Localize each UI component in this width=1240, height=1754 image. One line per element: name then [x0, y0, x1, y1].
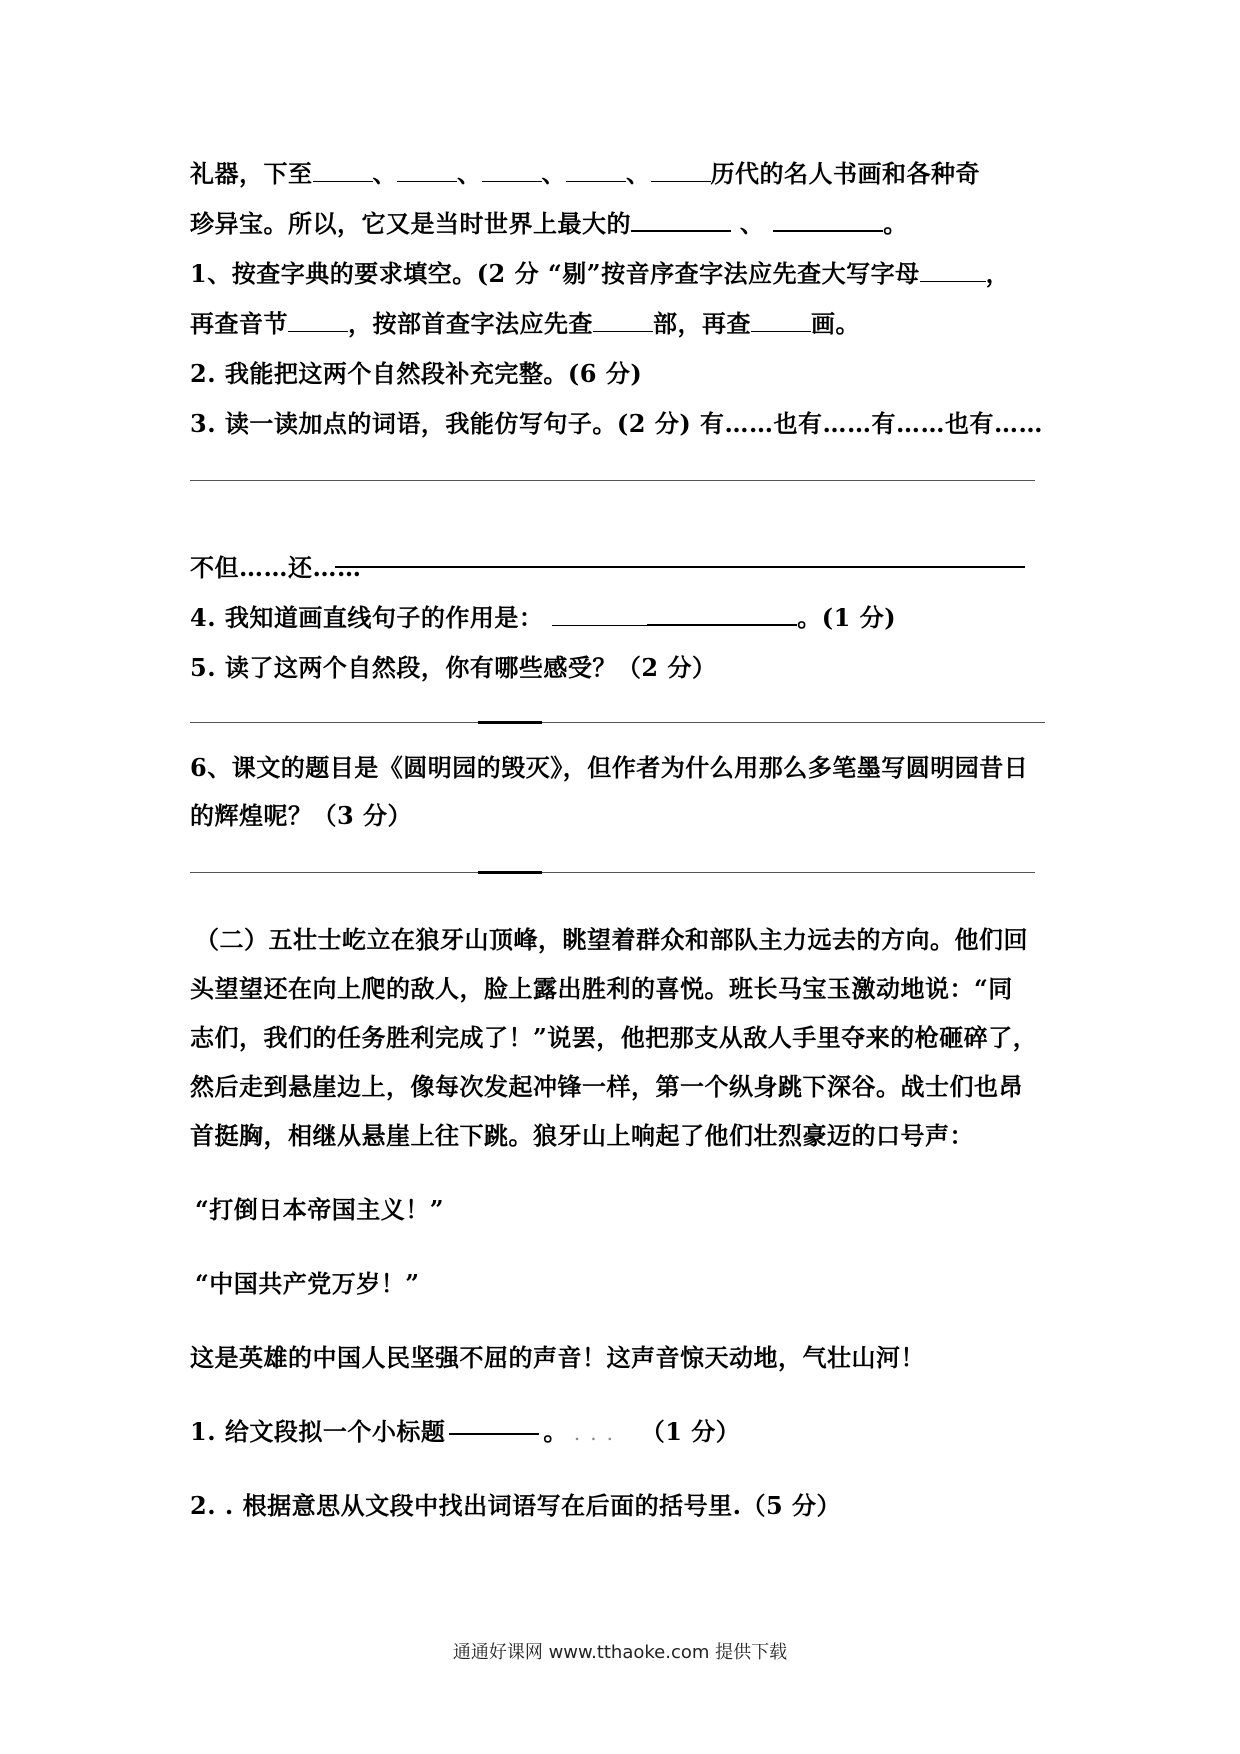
dots-decoration: ... — [573, 1421, 623, 1445]
q1-text: 画。 — [811, 309, 860, 338]
blank[interactable] — [751, 311, 811, 332]
sq1-score: （1 分） — [640, 1417, 741, 1446]
answer-line[interactable] — [190, 480, 1035, 481]
question-3-line2 — [190, 552, 362, 584]
blank[interactable] — [631, 210, 731, 232]
line1-end-text: 历代的名人书画和各种奇 — [710, 159, 980, 188]
passage2-line: （二）五壮士屹立在狼牙山顶峰，眺望着群众和部队主力远去的方向。他们回 — [195, 925, 1028, 954]
blank[interactable] — [552, 605, 647, 626]
passage1-line1 — [190, 158, 980, 190]
blank[interactable] — [593, 311, 653, 332]
title-blank[interactable] — [449, 1433, 539, 1435]
q1-text: ，按部首查字法应先查 — [348, 309, 593, 338]
passage2-line: 首挺胸，相继从悬崖上往下跳。狼牙山上响起了他们壮烈豪迈的口号声： — [190, 1121, 974, 1150]
passage2-closing: 这是英雄的中国人民坚强不屈的声音！这声音惊天动地，气壮山河！ — [190, 1343, 925, 1372]
blank[interactable] — [651, 161, 711, 182]
blank[interactable] — [773, 210, 883, 232]
question-5: 5. 读了这两个自然段，你有哪些感受？（2 分） — [190, 653, 717, 682]
line2-start-text: 珍异宝。所以，它又是当时世界上最大的 — [190, 209, 631, 238]
q1-end: ， — [985, 259, 1011, 288]
q1-text: 再查音节 — [190, 309, 288, 338]
passage1-line2 — [190, 208, 908, 240]
line1-start-text: 礼器，下至 — [190, 159, 313, 188]
separator: 、 — [626, 159, 651, 188]
question-6-line2: 的辉煌呢？（3 分） — [190, 801, 413, 830]
separator: 、 — [739, 209, 765, 238]
separator: 、 — [372, 159, 397, 188]
footer-credit: 通通好课网 www.tthaoke.com 提供下载 — [452, 1642, 788, 1663]
answer-line[interactable] — [190, 722, 1045, 723]
q1-text: 部，再查 — [653, 309, 751, 338]
blank[interactable] — [397, 161, 457, 182]
separator: 、 — [457, 159, 482, 188]
passage2-line: 志们，我们的任务胜利完成了！”说罢，他把那支从敌人手里夺来的枪砸碎了， — [190, 1023, 1038, 1052]
q4-text: 4. 我知道画直线句子的作用是： — [190, 603, 544, 632]
slogan-1: “打倒日本帝国主义！” — [195, 1195, 445, 1224]
q3-prompt: 不但……还…… — [190, 553, 362, 582]
sq1-text: 1. 给文段拟一个小标题 — [190, 1417, 446, 1446]
blank[interactable] — [920, 261, 986, 282]
slogan-2: “中国共产党万岁！” — [195, 1269, 420, 1298]
blank[interactable] — [482, 161, 542, 182]
line2-end-text: 。 — [883, 209, 908, 238]
question-1-line2 — [190, 308, 860, 340]
q4-end: 。(1 分) — [797, 603, 897, 632]
sub-question-1 — [190, 1416, 740, 1449]
question-1-line1 — [190, 258, 1010, 290]
separator: 、 — [541, 159, 566, 188]
blank[interactable] — [647, 604, 797, 626]
q1-text: 1、按查字典的要求填空。(2 分 “剔”按音序查字法应先查大写字母 — [190, 259, 920, 288]
sub-question-2: 2. . 根据意思从文段中找出词语写在后面的括号里.（5 分） — [190, 1491, 842, 1520]
passage2-line: 然后走到悬崖边上，像每次发起冲锋一样，第一个纵身跳下深谷。战士们也昂 — [190, 1072, 1023, 1101]
answer-line-mark — [478, 721, 542, 724]
answer-line[interactable] — [335, 566, 1025, 568]
question-6-line1: 6、课文的题目是《圆明园的毁灭》，但作者为什么用那么多笔墨写圆明园昔日 — [190, 753, 1029, 782]
answer-line[interactable] — [190, 872, 1035, 873]
passage2-line: 头望望还在向上爬的敌人，脸上露出胜利的喜悦。班长马宝玉激动地说：“同 — [190, 974, 1013, 1003]
blank[interactable] — [566, 161, 626, 182]
question-4 — [190, 602, 896, 634]
answer-line-mark — [478, 871, 542, 874]
blank[interactable] — [288, 311, 348, 332]
question-3: 3. 读一读加点的词语，我能仿写句子。(2 分) 有……也有……有……也有…… — [190, 409, 1044, 438]
question-2: 2. 我能把这两个自然段补充完整。(6 分) — [190, 359, 643, 388]
sq1-period: 。 — [543, 1417, 568, 1446]
blank[interactable] — [313, 161, 373, 182]
